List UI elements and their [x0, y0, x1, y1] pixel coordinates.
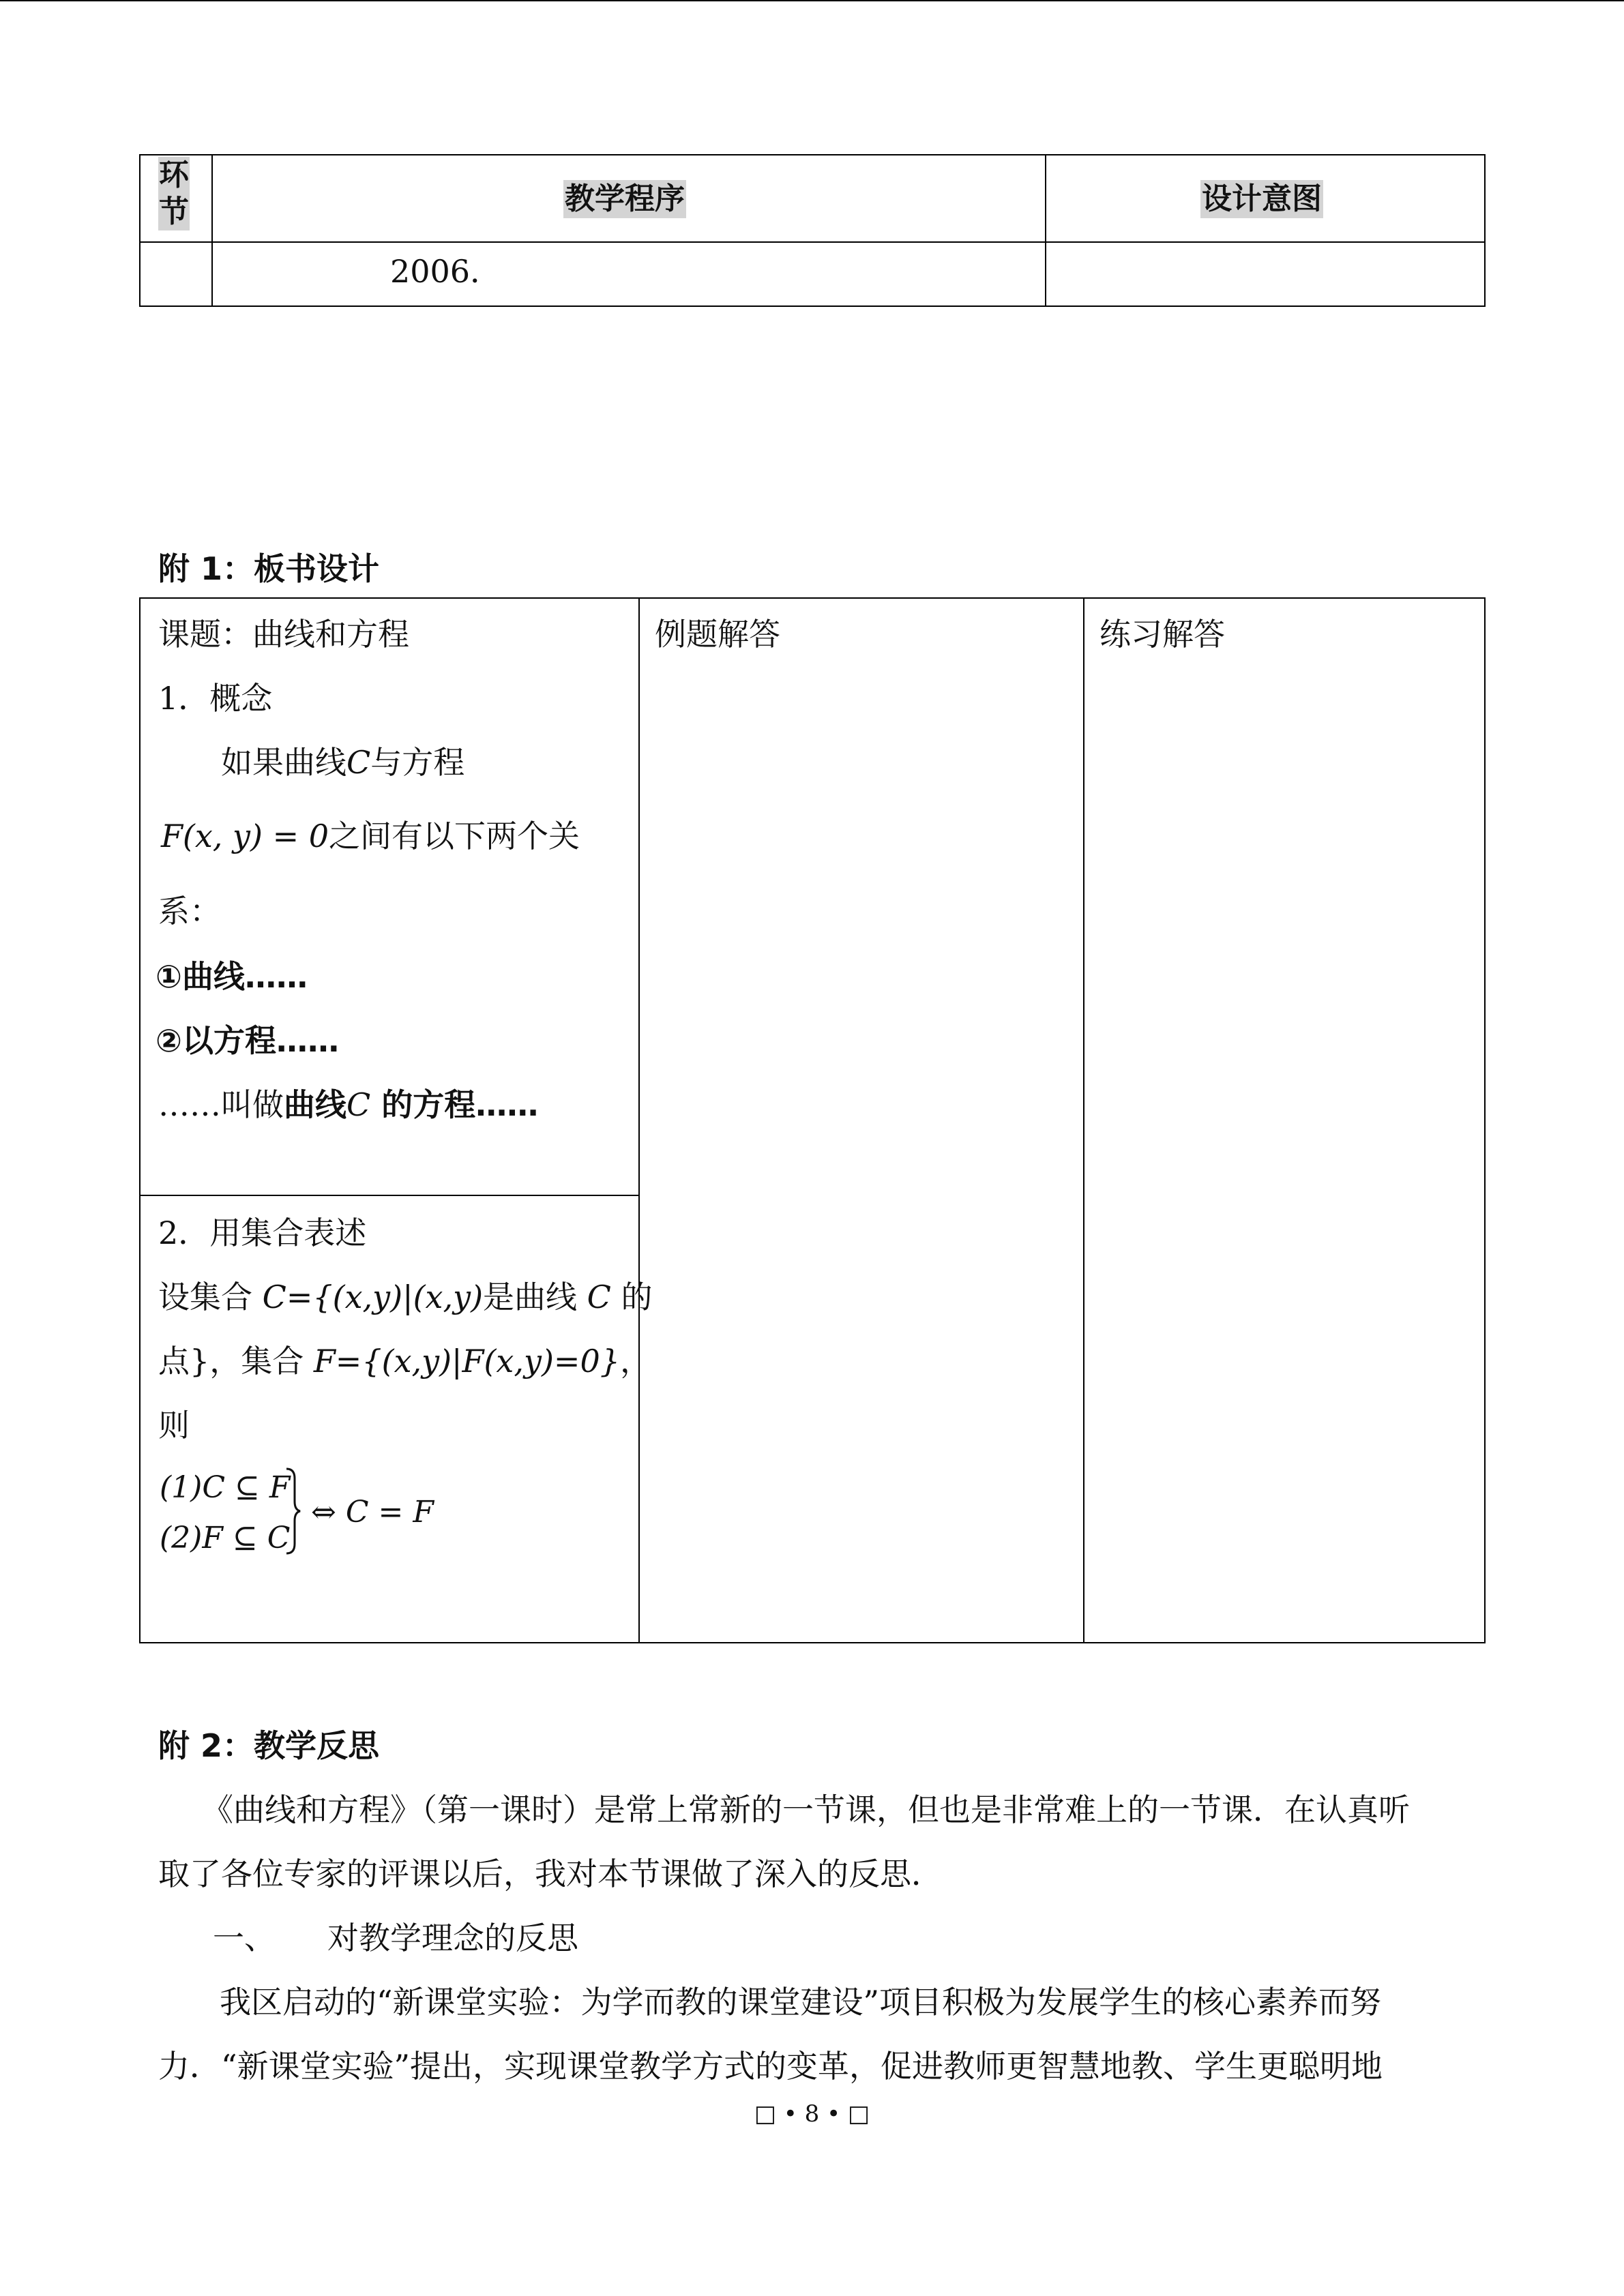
set-line2: [158, 1337, 651, 1382]
paragraph1-line2: 取了各位专家的评课以后，我对本节课做了深入的反思．: [158, 1855, 943, 1892]
set-line1: [158, 1272, 652, 1317]
header-env: 环节: [159, 158, 189, 229]
curve-symbol: C: [346, 744, 371, 781]
brace-icon: [285, 1467, 301, 1555]
header-program: 教学程序: [563, 180, 686, 218]
program-cell: 2006．: [390, 253, 502, 290]
set-line1-text: 的: [610, 1279, 653, 1315]
set-item: 2．用集合表述: [158, 1214, 367, 1251]
concept-line1: [221, 738, 464, 783]
set-line1-text: 设集合: [158, 1279, 263, 1315]
page-number: □ • 8 • □: [754, 2100, 870, 2128]
conclusion-bold: 的方程……: [370, 1086, 539, 1123]
concept-item: 1．概念: [158, 680, 273, 717]
concept-line2-tail: 之间有以下两个关: [329, 818, 580, 854]
set-line3: 则: [158, 1407, 190, 1444]
curve-symbol: C: [587, 1279, 611, 1315]
table-divider: [638, 599, 640, 1642]
paragraph2-line1: 我区启动的“新课堂实验：为学而教的课堂建设”项目积极为发展学生的核心素养而努: [220, 1984, 1382, 2021]
set-f-math: F={(x,y)|F(x,y)=0}: [313, 1343, 620, 1380]
appendix2-heading: 附 2：教学反思: [158, 1727, 380, 1764]
curve-symbol: C: [346, 1086, 371, 1123]
board-title: 课题：曲线和方程: [158, 616, 409, 653]
concept-line3: 系：: [158, 893, 221, 929]
exercises-title: 练习解答: [1099, 616, 1225, 653]
concept-line2: [161, 811, 580, 856]
equation-math: F(x, y) = 0: [161, 818, 329, 854]
paragraph1-line1: 《曲线和方程》（第一课时）是常上常新的一节课，但也是非常难上的一节课．在认真听: [202, 1791, 1410, 1828]
condition-1: ①曲线……: [156, 958, 308, 995]
section-number: 一、: [213, 1920, 276, 1956]
concept-line1-text: 如果曲线: [221, 744, 346, 781]
page-top-border: [0, 0, 1624, 1]
conclusion-line: [158, 1080, 538, 1125]
conclusion-bold: 曲线: [284, 1086, 346, 1123]
table-divider: [1045, 155, 1046, 305]
conclusion-prefix: ……叫做: [158, 1086, 284, 1123]
set-c-math: C={(x,y)|(x,y): [262, 1279, 484, 1315]
concept-line1-tail: 与方程: [370, 744, 465, 781]
section-title: 对教学理念的反思: [327, 1920, 578, 1956]
set-line1-text: 是曲线: [483, 1279, 587, 1315]
relation-1: (1)C ⊆ F: [160, 1470, 291, 1505]
condition-2: ②以方程……: [156, 1022, 339, 1059]
set-line2-text: 点}，集合: [158, 1343, 314, 1380]
table-divider: [141, 241, 1484, 243]
paragraph2-line2: 力．“新课堂实验”提出，实现课堂教学方式的变革，促进教师更智慧地教、学生更聪明地: [158, 2048, 1383, 2085]
set-line2-text: ，: [620, 1343, 651, 1380]
relation-2: (2)F ⊆ C: [160, 1521, 291, 1555]
appendix1-heading: 附 1：板书设计: [158, 550, 380, 587]
table-divider: [211, 155, 213, 305]
relation-result: ⇔ C = F: [311, 1495, 434, 1530]
header-intent: 设计意图: [1200, 180, 1323, 218]
table-divider: [141, 1195, 640, 1196]
examples-title: 例题解答: [655, 616, 780, 653]
lesson-program-table: [139, 154, 1486, 307]
table-divider: [1083, 599, 1084, 1642]
